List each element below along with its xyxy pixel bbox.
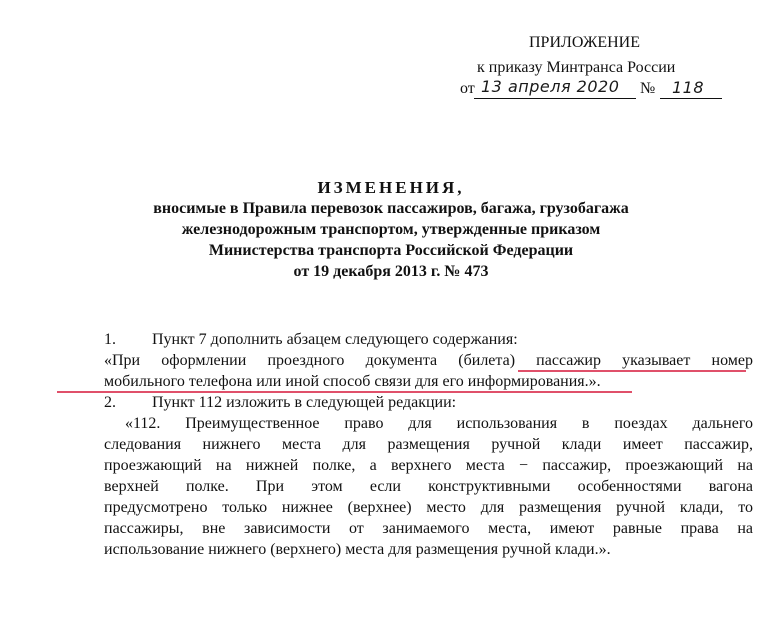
- document-title: ИЗМЕНЕНИЯ,: [317, 178, 465, 197]
- heading-line-4: от 19 декабря 2013 г. № 473: [293, 263, 489, 280]
- number-underline: [660, 98, 722, 99]
- date-underline: [474, 98, 636, 99]
- appendix-order-reference: к приказу Минтранса России: [477, 59, 676, 76]
- item-2-quote-line: «112. Преимущественное право для использования в поездах дальнего: [125, 415, 753, 432]
- item-1-quote-line: мобильного телефона или иной способ связи для его информирования.».: [104, 373, 601, 390]
- number-sign: №: [640, 80, 656, 97]
- item-1-number: 1.: [104, 331, 116, 348]
- item-1-quote-line: «При оформлении проездного документа (билета) пассажир указывает номер: [104, 352, 753, 369]
- heading-line-2: железнодорожным транспортом, утвержденные приказом: [181, 221, 601, 238]
- item-2-quote-line: пассажиры, вне зависимости от занимаемого места, имеют равные права на: [104, 520, 753, 537]
- highlight-underline: [57, 391, 632, 393]
- item-2-quote-line: использование нижнего (верхнего) места для размещения ручной клади.».: [104, 541, 611, 558]
- heading-line-1: вносимые в Правила перевозок пассажиров, багажа, грузобагажа: [153, 200, 629, 217]
- appendix-date-prefix: от: [460, 80, 475, 97]
- appendix-title: ПРИЛОЖЕНИЕ: [529, 34, 641, 51]
- item-2-text: Пункт 112 изложить в следующей редакции:: [152, 394, 457, 411]
- highlight-underline: [518, 370, 746, 372]
- heading-line-3: Министерства транспорта Российской Федерации: [208, 242, 574, 259]
- item-2-quote-line: следования нижнего места для размещения ручной клади имеет пассажир,: [104, 436, 753, 453]
- item-2-quote-line: проезжающий на нижней полке, а верхнего места − пассажир, проезжающий на: [104, 457, 753, 474]
- item-2-quote-line: предусмотрено только нижнее (верхнее) место для размещения ручной клади, то: [104, 499, 753, 516]
- item-2-quote-line: верхней полке. При этом если конструктивными особенностями вагона: [104, 478, 753, 495]
- item-2-number: 2.: [104, 394, 116, 411]
- item-1-text: Пункт 7 дополнить абзацем следующего содержания:: [152, 331, 518, 348]
- handwritten-date: 13 апреля 2020: [481, 77, 620, 96]
- handwritten-order-number: 118: [672, 78, 705, 97]
